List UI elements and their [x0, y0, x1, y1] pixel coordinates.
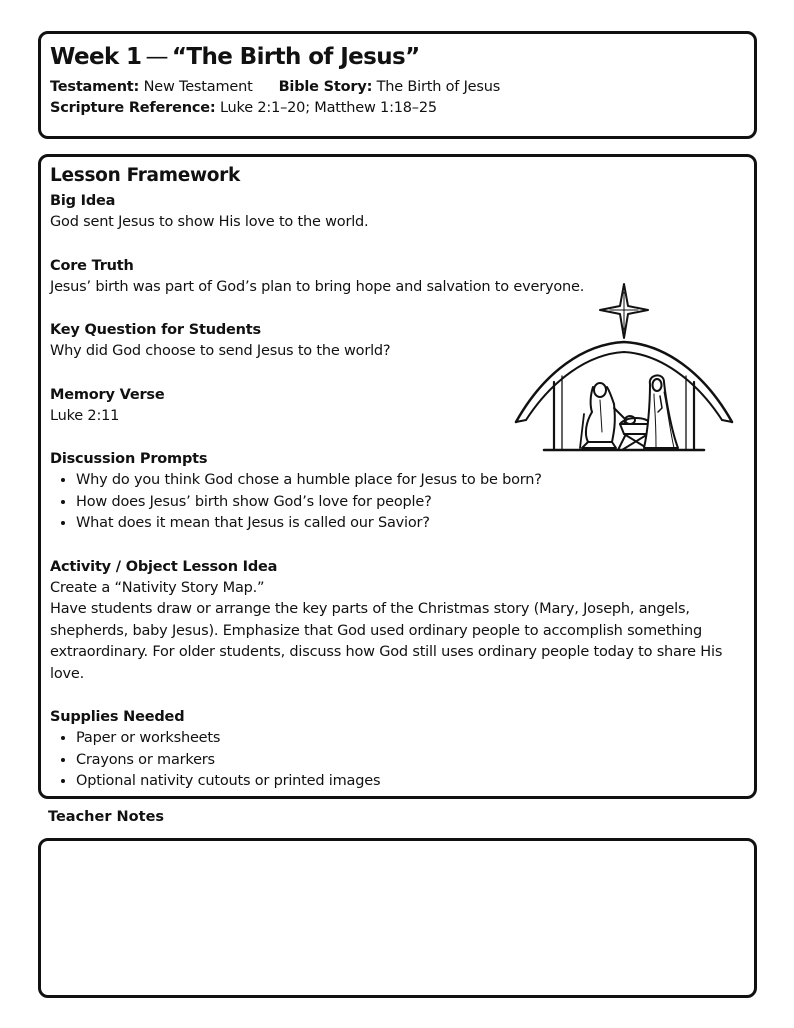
testament-label: Testament: [50, 79, 140, 95]
mary-figure-icon [644, 375, 678, 448]
supplies-heading: Supplies Needed [50, 709, 185, 725]
discussion-list [50, 470, 754, 535]
bible-story-label: Bible Story: [278, 79, 373, 95]
page-title [50, 42, 754, 72]
scripture-label: Scripture Reference: [50, 100, 216, 116]
scripture-value: Luke 2:1–20; Matthew 1:18–25 [219, 100, 437, 116]
memory-verse-heading: Memory Verse [50, 386, 165, 403]
activity-heading: Activity / Object Lesson Idea [50, 558, 278, 575]
nativity-scene-icon [514, 282, 734, 454]
list-item: • Crayons or markers [76, 750, 754, 772]
testament-value: New Testament [143, 79, 253, 95]
lesson-header-box [38, 31, 757, 139]
key-question-text: Why did God choose to send Jesus to the world? [50, 343, 391, 359]
star-icon [600, 284, 648, 338]
teacher-notes-label: Teacher Notes [48, 809, 165, 825]
lesson-framework-box [38, 154, 757, 799]
supplies-list [50, 728, 754, 793]
core-truth-text: Jesus’ birth was part of God’s plan to bring hope and salvation to everyone. [50, 278, 585, 295]
bible-story-value: The Birth of Jesus [376, 79, 501, 95]
key-question-heading: Key Question for Students [50, 322, 261, 338]
title-dash: — [145, 44, 168, 70]
list-item: • How does Jesus’ birth show God’s love for people? [76, 492, 754, 514]
activity-intro: Create a “Nativity Story Map.” [50, 579, 265, 596]
lesson-title: “The Birth of Jesus” [171, 44, 420, 70]
list-item: • Why do you think God chose a humble place for Jesus to be born? [76, 470, 754, 492]
testament-story-line [50, 77, 754, 98]
scripture-line [50, 98, 754, 119]
joseph-figure-icon [580, 383, 626, 448]
core-truth-heading: Core Truth [50, 257, 134, 274]
discussion-heading: Discussion Prompts [50, 451, 208, 467]
memory-verse-text: Luke 2:11 [50, 407, 120, 424]
big-idea-heading: Big Idea [50, 193, 116, 209]
list-item: • Paper or worksheets [76, 728, 754, 750]
framework-title: Lesson Framework [50, 165, 240, 186]
list-item: • Optional nativity cutouts or printed images [76, 771, 754, 793]
list-item: • What does it mean that Jesus is called our Savior? [76, 513, 754, 535]
big-idea-text: God sent Jesus to show His love to the world. [50, 214, 369, 230]
activity-description: Have students draw or arrange the key parts of the Christmas story (Mary, Joseph, angels, shepherds, baby Jesus). Emphasize that God used ordinary people to accomplish something extraordinary. For older students, discuss how God still uses ordinary people today to share His love. [50, 601, 723, 682]
teacher-notes-box[interactable] [38, 838, 757, 998]
week-label: Week 1 [50, 44, 142, 70]
